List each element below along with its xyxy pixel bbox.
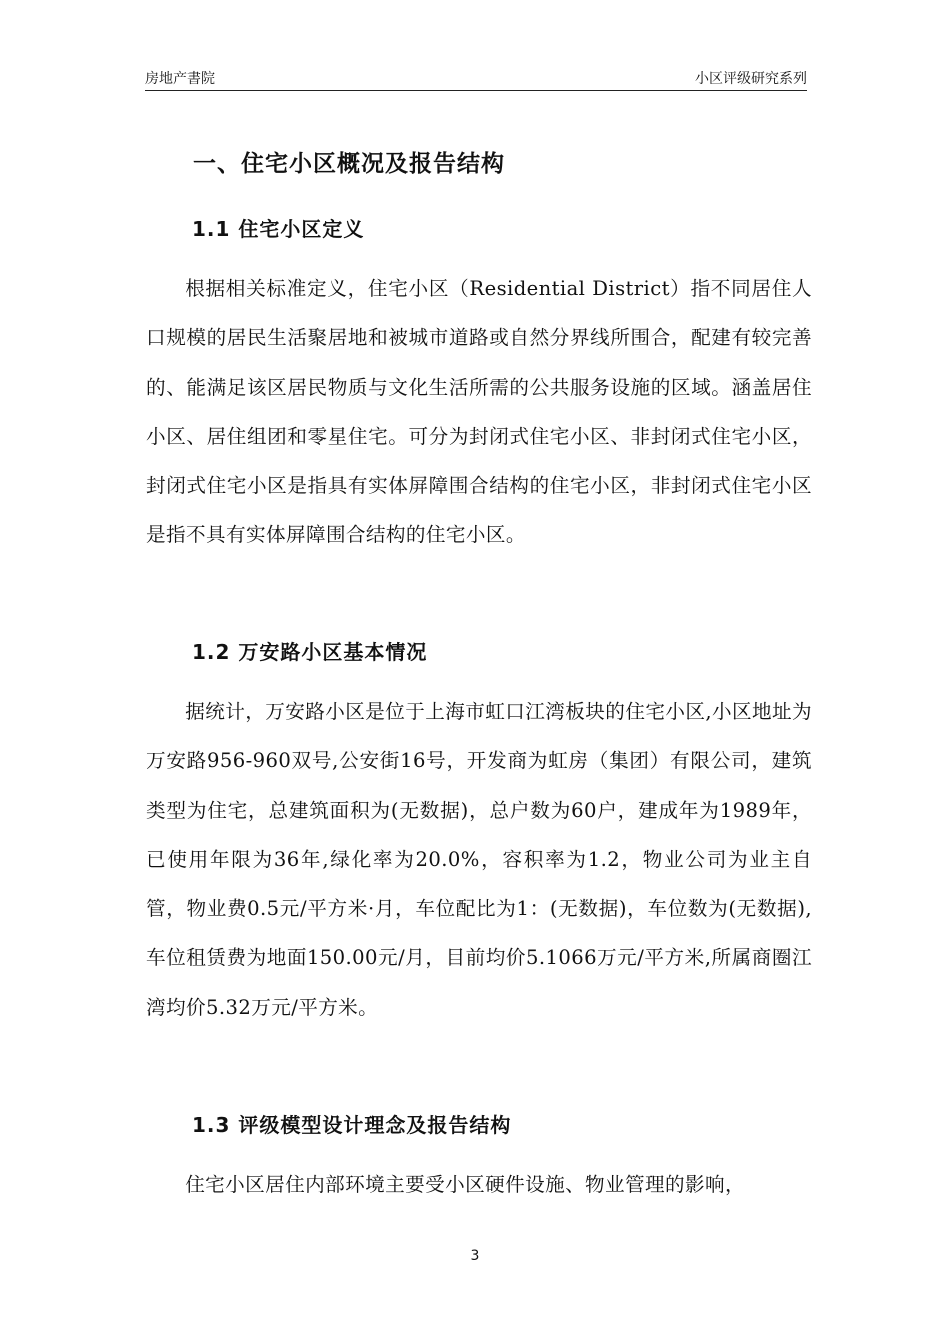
- header-series: 小区评级研究系列: [695, 71, 807, 87]
- subsection-heading-1-3: 1.3 评级模型设计理念及报告结构: [192, 1113, 512, 1137]
- paragraph-model-design: 住宅小区居住内部环境主要受小区硬件设施、物业管理的影响，: [185, 1173, 746, 1196]
- page-number: 3: [470, 1248, 480, 1264]
- subsection-heading-1-1: 1.1 住宅小区定义: [192, 217, 365, 241]
- page-header: [145, 66, 807, 91]
- paragraph-basic-info: 据统计，万安路小区是位于上海市虹口江湾板块的住宅小区,小区地址为万安路956-960双号,公安街16号，开发商为虹房（集团）有限公司，建筑类型为住宅，总建筑面积为(无数据)，总户数为60户，建成年为1989年，已使用年限为36年,绿化率为20.0%，容积率为1.2，物业公司为业主自管，物业费0.5元/平方米·月，车位配比为1：(无数据)，车位数为(无数据),车位租赁费为地面150.00元/月，目前均价5.1066万元/平方米,所属商圈江湾均价5.32万元/平方米。: [146, 700, 812, 1019]
- paragraph-definition: 根据相关标准定义，住宅小区（Residential District）指不同居住人口规模的居民生活聚居地和被城市道路或自然分界线所围合，配建有较完善的、能满足该区居民物质与文化生活所需的公共服务设施的区域。涵盖居住小区、居住组团和零星住宅。可分为封闭式住宅小区、非封闭式住宅小区，封闭式住宅小区是指具有实体屏障围合结构的住宅小区，非封闭式住宅小区是指不具有实体屏障围合结构的住宅小区。: [146, 277, 812, 547]
- header-publisher: 房地产書院: [145, 71, 215, 87]
- section-title: 一、住宅小区概况及报告结构: [193, 151, 505, 177]
- subsection-heading-1-2: 1.2 万安路小区基本情况: [192, 640, 428, 664]
